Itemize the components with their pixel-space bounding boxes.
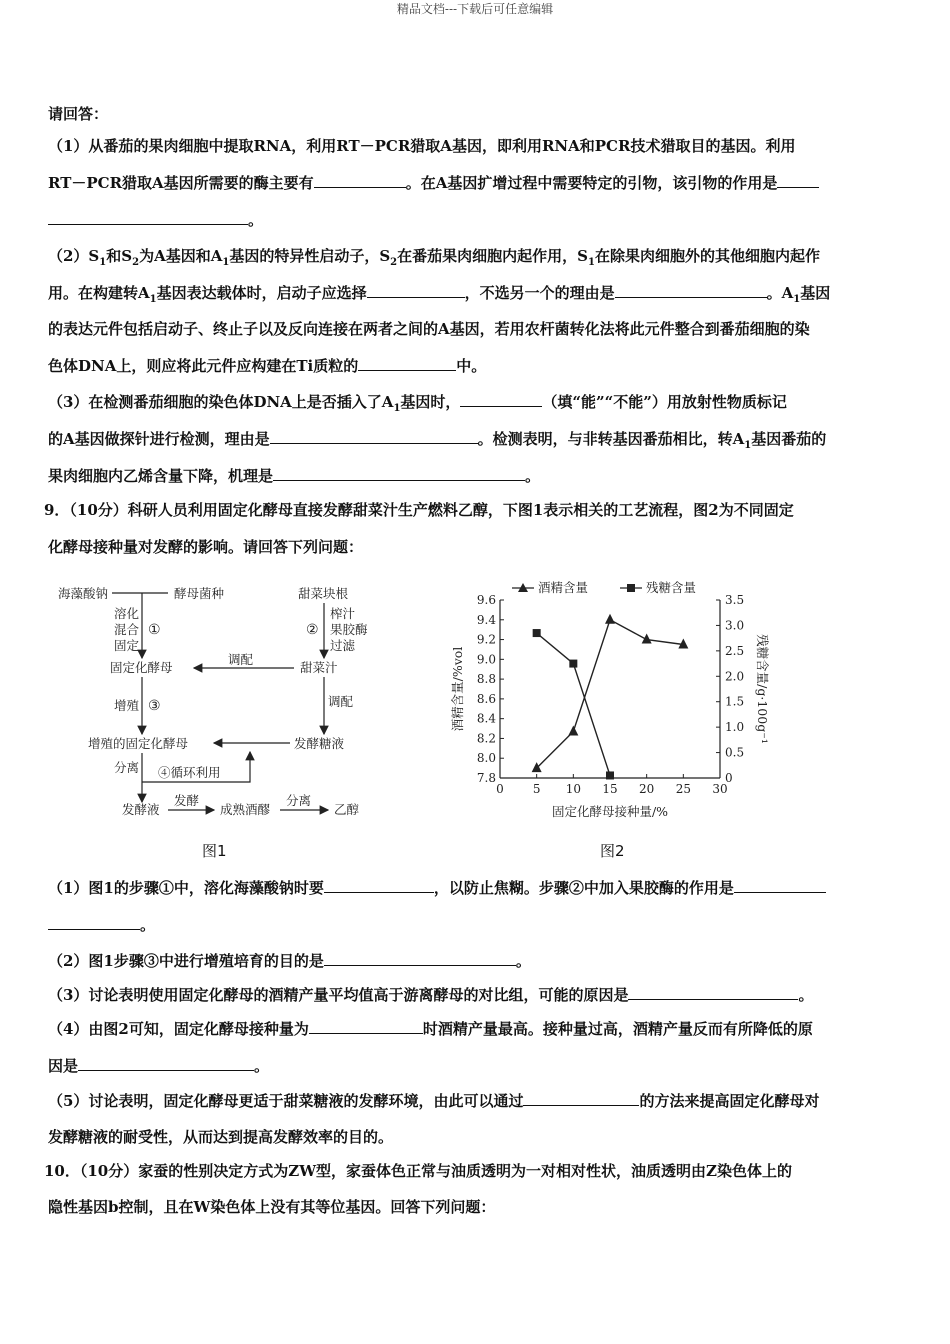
text-seg: 。在A基因扩增过程中需要特定的引物，该引物的作用是 xyxy=(405,174,778,192)
data-point-sugar xyxy=(533,629,541,637)
label-recycle: ④循环利用 xyxy=(158,765,221,780)
x-tick-label: 25 xyxy=(675,782,691,796)
answer-blank[interactable] xyxy=(324,951,516,966)
subscript: 1 xyxy=(99,257,107,268)
text-seg: 基因表达载体时，启动子应选择 xyxy=(156,284,367,302)
text-seg: （2）S xyxy=(48,247,100,265)
text-seg: （4）由图2可知，固定化酵母接种量为 xyxy=(48,1020,309,1038)
label-separate-2: 分离 xyxy=(286,793,312,808)
subscript: 1 xyxy=(744,440,752,451)
node-mature-mash: 成熟酒醪 xyxy=(220,802,271,817)
text-line xyxy=(48,915,155,935)
text-seg: 在番茄果肉细胞内起作用，S xyxy=(397,247,588,265)
label-dissolve: 溶化 xyxy=(114,606,140,621)
y-axis-label: 酒精含量/%vol xyxy=(450,646,465,732)
data-point-sugar xyxy=(606,771,614,779)
legend-label: 残糖含量 xyxy=(646,580,697,595)
answer-blank[interactable] xyxy=(48,210,248,225)
text-seg: 因是 xyxy=(48,1057,79,1075)
step-2: ② xyxy=(306,622,319,638)
step-3: ③ xyxy=(148,698,161,714)
text-line: 9．（10分）科研人员利用固定化酵母直接发酵甜菜汁生产燃料乙醇，下图1表示相关的工艺流程，图2为不同固定 xyxy=(44,501,794,519)
series-line-triangle xyxy=(537,620,684,768)
text-line xyxy=(48,466,540,486)
y-tick-label: 8.0 xyxy=(476,751,496,766)
text-seg: （5）讨论表明，固定化酵母更适于甜菜糖液的发酵环境，由此可以通过 xyxy=(48,1092,524,1110)
x-axis-label: 固定化酵母接种量/% xyxy=(551,804,669,819)
label-filter: 过滤 xyxy=(330,638,356,653)
text-seg: 。 xyxy=(798,986,814,1004)
label-fix: 固定 xyxy=(114,638,140,653)
text-line: 的表达元件包括启动子、终止子以及反向连接在两者之间的A基因，若用农杆菌转化法将此元件整合到番茄细胞的染 xyxy=(48,320,810,338)
y-tick-label: 8.4 xyxy=(476,711,496,726)
text-seg: 。A xyxy=(766,284,794,302)
text-seg: （2）图1步骤③中进行增殖培育的目的是 xyxy=(48,952,324,970)
text-line: 10．（10分）家蚕的性别决定方式为ZW型，家蚕体色正常与油质透明为一对相对性状，油质透明由Z染色体上的 xyxy=(44,1162,792,1180)
text-seg: 在除果肉细胞外的其他细胞内起作 xyxy=(594,247,820,265)
x-tick-label: 5 xyxy=(532,782,541,796)
y2-tick-label: 3.5 xyxy=(725,593,745,607)
text-seg: 。 xyxy=(140,916,156,934)
node-grown-yeast: 增殖的固定化酵母 xyxy=(88,736,189,751)
text-line xyxy=(48,951,531,971)
text-seg: （3）在检测番茄细胞的染色体DNA上是否插入了A xyxy=(48,393,394,411)
y-tick-label: 9.6 xyxy=(476,593,496,607)
text-seg: 的方法来提高固定化酵母对 xyxy=(639,1092,820,1110)
text-line xyxy=(48,392,787,419)
answer-blank[interactable] xyxy=(309,1019,423,1034)
y2-tick-label: 0 xyxy=(725,771,733,785)
step-1: ① xyxy=(148,622,161,638)
y2-tick-label: 1.5 xyxy=(725,694,745,709)
label-grow: 增殖 xyxy=(114,698,140,713)
text-line xyxy=(48,1019,813,1039)
text-seg: ，以防止焦糊。步骤②中加入果胶酶的作用是 xyxy=(433,879,734,897)
y2-tick-label: 0.5 xyxy=(725,745,745,760)
answer-blank[interactable] xyxy=(523,1091,639,1106)
text-seg: 。 xyxy=(525,467,541,485)
text-seg: 时酒精产量最高。接种量过高，酒精产量反而有所降低的原 xyxy=(422,1020,813,1038)
label-pectinase: 果胶酶 xyxy=(330,622,368,637)
y2-axis-label: 残糖含量/g·100g⁻¹ xyxy=(755,634,770,744)
text-seg: 用。在构建转A xyxy=(48,284,150,302)
data-point-alcohol xyxy=(642,634,652,644)
text-seg: （填“能”“不能”）用放射性物质标记 xyxy=(542,393,787,411)
y2-tick-label: 2.0 xyxy=(725,669,745,684)
text-seg: 为A基因和A xyxy=(139,247,223,265)
text-line xyxy=(48,356,486,376)
y2-tick-label: 3.0 xyxy=(725,618,745,633)
y-tick-label: 8.2 xyxy=(476,731,496,746)
text-seg: （1）图1的步骤①中，溶化海藻酸钠时要 xyxy=(48,879,324,897)
x-tick-label: 20 xyxy=(639,782,655,796)
answer-blank[interactable] xyxy=(615,283,767,298)
text-line: 化酵母接种量对发酵的影响。请回答下列问题： xyxy=(48,538,364,556)
text-seg: RT－PCR猎取A基因所需要的酶主要有 xyxy=(48,174,314,192)
text-line: 请回答： xyxy=(48,105,109,123)
figure-1-flowchart xyxy=(50,578,380,828)
text-line xyxy=(48,985,813,1005)
x-tick-label: 15 xyxy=(602,782,618,796)
text-seg: 和S xyxy=(106,247,133,265)
subscript: 1 xyxy=(393,403,401,414)
text-line xyxy=(48,246,820,273)
answer-blank[interactable] xyxy=(324,878,434,893)
answer-blank[interactable] xyxy=(367,283,465,298)
text-seg: 基因 xyxy=(800,284,831,302)
node-seaweed: 海藻酸钠 xyxy=(58,586,109,601)
data-point-alcohol xyxy=(532,762,542,772)
y-tick-label: 9.0 xyxy=(476,652,496,667)
legend-square xyxy=(627,584,635,592)
text-seg: 。 xyxy=(254,1057,270,1075)
text-line xyxy=(48,1091,819,1111)
answer-blank[interactable] xyxy=(358,356,456,371)
y2-tick-label: 2.5 xyxy=(725,643,745,658)
y-tick-label: 9.2 xyxy=(476,632,496,647)
data-point-alcohol xyxy=(568,726,578,736)
x-tick-label: 10 xyxy=(565,782,581,796)
text-line xyxy=(48,210,263,230)
text-seg: 基因番茄的 xyxy=(751,430,827,448)
figure-1-label: 图1 xyxy=(202,842,227,860)
legend-label: 酒精含量 xyxy=(538,580,589,595)
y-tick-label: 8.8 xyxy=(476,672,496,687)
page-header: 精品文档---下载后可任意编辑 xyxy=(396,2,554,16)
subscript: 1 xyxy=(222,257,230,268)
answer-blank[interactable] xyxy=(314,173,406,188)
text-seg: 的A基因做探针进行检测，理由是 xyxy=(48,430,270,448)
data-point-alcohol xyxy=(605,614,615,624)
answer-blank[interactable] xyxy=(460,392,542,407)
node-beet-juice: 甜菜汁 xyxy=(300,660,338,675)
subscript: 2 xyxy=(390,257,398,268)
answer-blank[interactable] xyxy=(734,878,826,893)
label-adjust-1: 调配 xyxy=(228,652,254,667)
subscript: 1 xyxy=(587,257,595,268)
text-seg: 果肉细胞内乙烯含量下降，机理是 xyxy=(48,467,274,485)
text-line: 发酵糖液的耐受性，从而达到提高发酵效率的目的。 xyxy=(48,1128,394,1146)
x-tick-label: 30 xyxy=(712,782,728,796)
text-line xyxy=(48,429,826,456)
answer-blank[interactable] xyxy=(628,985,798,1000)
text-seg: （3）讨论表明使用固定化酵母的酒精产量平均值高于游离酵母的对比组，可能的原因是 xyxy=(48,986,629,1004)
subscript: 1 xyxy=(793,294,801,305)
data-point-sugar xyxy=(569,660,577,668)
y-tick-label: 8.6 xyxy=(476,691,496,706)
text-line xyxy=(48,283,830,310)
text-seg: 色体DNA上，则应将此元件应构建在Ti质粒的 xyxy=(48,357,359,375)
text-seg: ，不选另一个的理由是 xyxy=(464,284,615,302)
node-fixed-yeast: 固定化酵母 xyxy=(110,660,173,675)
text-seg: 。 xyxy=(515,952,531,970)
y2-tick-label: 1.0 xyxy=(725,720,745,735)
label-mix: 混合 xyxy=(114,622,140,637)
label-squeeze: 榨汁 xyxy=(330,606,356,621)
text-line: 隐性基因b控制，且在W染色体上没有其等位基因。回答下列问题： xyxy=(48,1198,496,1216)
answer-blank[interactable] xyxy=(777,173,819,188)
node-sugar-solution: 发酵糖液 xyxy=(294,736,345,751)
label-separate-1: 分离 xyxy=(114,760,140,775)
x-tick-label: 0 xyxy=(496,782,504,796)
figure-2-chart xyxy=(440,576,780,828)
subscript: 1 xyxy=(149,294,157,305)
node-yeast: 酵母菌种 xyxy=(174,586,225,601)
text-line: （1）从番茄的果肉细胞中提取RNA，利用RT－PCR猎取A基因，即利用RNA和PCR技术猎取目的基因。利用 xyxy=(48,137,796,155)
text-seg: 基因时， xyxy=(400,393,461,411)
label-ferment: 发酵 xyxy=(174,793,200,808)
y-tick-label: 7.8 xyxy=(476,771,496,785)
subscript: 2 xyxy=(132,257,140,268)
node-ethanol: 乙醇 xyxy=(334,802,360,817)
figure-2-label: 图2 xyxy=(600,842,625,860)
text-line xyxy=(48,1056,269,1076)
answer-blank[interactable] xyxy=(270,429,478,444)
text-seg: 基因的特异性启动子，S xyxy=(229,247,391,265)
answer-blank[interactable] xyxy=(78,1056,254,1071)
node-beet: 甜菜块根 xyxy=(298,586,349,601)
text-seg: 。 xyxy=(248,211,264,229)
text-seg: 。检测表明，与非转基因番茄相比，转A xyxy=(477,430,745,448)
label-adjust-2: 调配 xyxy=(328,694,354,709)
text-line xyxy=(48,878,826,898)
answer-blank[interactable] xyxy=(48,915,140,930)
answer-blank[interactable] xyxy=(273,466,525,481)
text-seg: 中。 xyxy=(456,357,487,375)
text-line xyxy=(48,173,819,193)
node-ferment-liquid: 发酵液 xyxy=(122,802,160,817)
y-tick-label: 9.4 xyxy=(476,612,496,627)
